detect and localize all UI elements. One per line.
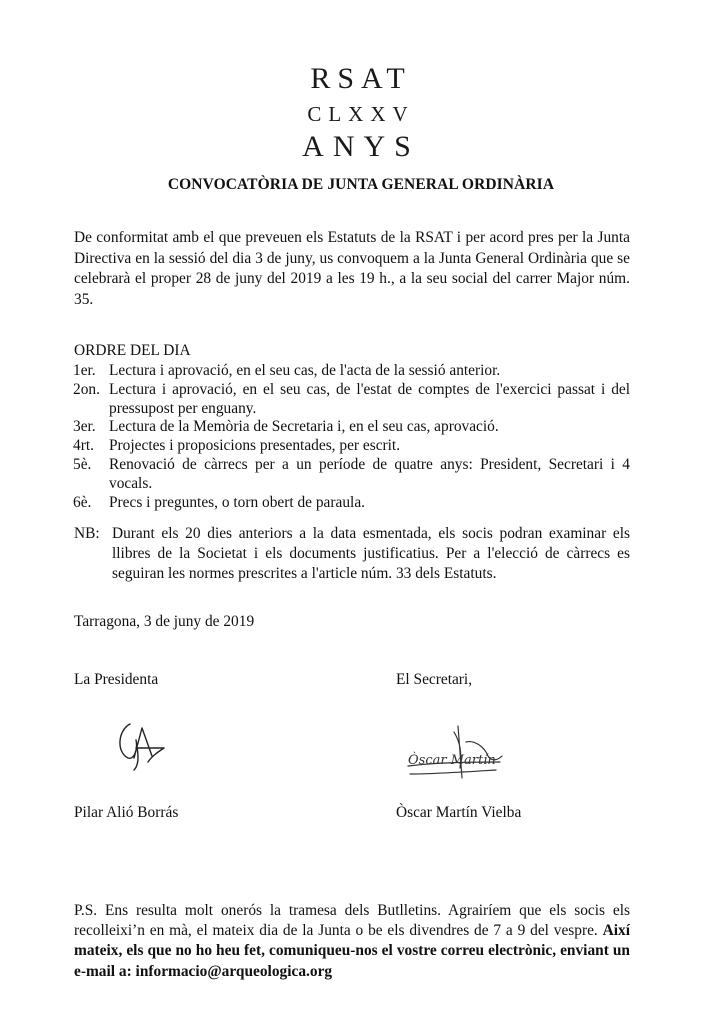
secretary-role: El Secretari,	[396, 671, 473, 688]
agenda-item	[74, 418, 630, 437]
postscript-text: P.S. Ens resulta molt onerós la tramesa dels Butlletins. Agrairíem que els socis els recolleixi’n en mà, el mateix dia de la Junta o be els divendres de 7 a 9 del vespre.	[74, 902, 630, 940]
agenda-item	[74, 494, 630, 513]
agenda-item-number: 5è.	[73, 455, 92, 473]
agenda-item	[74, 362, 630, 381]
agenda-item-number: 2on.	[73, 380, 100, 398]
agenda-heading: ORDRE DEL DIA	[74, 342, 191, 359]
president-name: Pilar Alió Borrás	[74, 804, 179, 821]
note-label: NB:	[74, 525, 100, 542]
agenda-item	[74, 437, 630, 456]
agenda-item	[74, 381, 630, 419]
agenda-item-text: Renovació de càrrecs per a un període de quatre anys: President, Secretari i 4 vocals.	[109, 455, 630, 492]
president-role: La Presidenta	[74, 671, 159, 688]
agenda-item-text: Lectura i aprovació, en el seu cas, de l'estat de comptes de l'exercici passat i del pressupost per enguany.	[109, 380, 630, 417]
logo-anys: ANYS	[302, 130, 420, 163]
agenda-item-number: 6è.	[73, 493, 92, 511]
logo-rsat: RSAT	[310, 62, 412, 95]
secretary-signature-text: Òscar Martín	[408, 753, 496, 768]
secretary-name: Òscar Martín Vielba	[396, 804, 522, 821]
document-title: CONVOCATÒRIA DE JUNTA GENERAL ORDINÀRIA	[167, 176, 555, 193]
agenda-item-text: Projectes i proposicions presentades, per escrit.	[109, 437, 401, 455]
agenda-item-number: 3er.	[73, 418, 96, 436]
agenda-item-text: Lectura de la Memòria de Secretaria i, en el seu cas, aprovació.	[109, 418, 499, 436]
place-date: Tarragona, 3 de juny de 2019	[74, 613, 255, 630]
agenda-item-text: Precs i preguntes, o torn obert de paraula.	[109, 493, 365, 511]
note-block	[74, 524, 630, 585]
note-text: Durant els 20 dies anteriors a la data esmentada, els socis podran examinar els llibres de la Societat i els documents justificatius. Per a l'elecció de càrrecs es seguiran les normes prescrites a l'article núm. 33 dels Estatuts.	[112, 525, 630, 583]
intro-paragraph: De conformitat amb el que preveuen els Estatuts de la RSAT i per acord pres per la Junta Directiva en la sessió del dia 3 de juny, us convoquem a la Junta General Ordinària que se celebrarà el proper 28 de juny del 2019 a les 19 h., a la seu social del carrer Major núm. 35.	[74, 229, 630, 308]
logo-clxxv: CLXXV	[307, 102, 415, 126]
president-signature	[112, 718, 174, 774]
agenda-item	[74, 456, 630, 494]
secretary-signature	[404, 722, 506, 782]
agenda-list	[74, 362, 630, 512]
agenda-item-number: 4rt.	[73, 437, 94, 455]
agenda-item-text: Lectura i aprovació, en el seu cas, de l'acta de la sessió anterior.	[109, 362, 501, 379]
postscript-bold-text: Així mateix, els que no ho heu fet, comuniqueu-nos el vostre correu electrònic, enviant un e-mail a: informacio@arqueologica.org	[74, 922, 630, 980]
postscript	[74, 901, 630, 982]
agenda-item-number: 1er.	[73, 362, 96, 379]
